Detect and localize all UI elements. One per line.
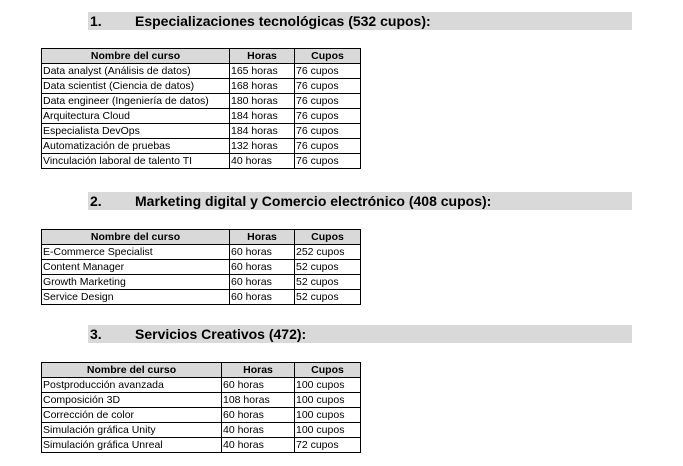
slots-cell: 76 cupos	[295, 64, 361, 79]
course-name-cell: Composición 3D	[42, 393, 222, 408]
hours-cell: 40 horas	[222, 423, 295, 438]
course-name-cell: Postproducción avanzada	[42, 378, 222, 393]
hours-cell: 168 horas	[230, 79, 295, 94]
slots-cell: 52 cupos	[295, 290, 361, 305]
table-row	[42, 260, 361, 275]
table-row	[42, 124, 361, 139]
courses-table-1	[41, 48, 361, 169]
hours-cell: 40 horas	[222, 438, 295, 453]
course-name-cell: Content Manager	[42, 260, 230, 275]
slots-cell: 76 cupos	[295, 154, 361, 169]
table-row	[42, 79, 361, 94]
table-row	[42, 109, 361, 124]
table-row	[42, 154, 361, 169]
courses-table-3	[41, 362, 361, 453]
section-header-3	[88, 325, 632, 343]
section-header-1	[88, 12, 632, 30]
slots-cell: 100 cupos	[295, 408, 361, 423]
hours-cell: 60 horas	[230, 290, 295, 305]
table-header-row	[42, 49, 361, 64]
hours-cell: 60 horas	[230, 260, 295, 275]
slots-cell: 76 cupos	[295, 124, 361, 139]
table-header-row	[42, 230, 361, 245]
table-header-row	[42, 363, 361, 378]
slots-cell: 100 cupos	[295, 378, 361, 393]
course-name-cell: Vinculación laboral de talento TI	[42, 154, 230, 169]
slots-cell: 100 cupos	[295, 393, 361, 408]
course-name-cell: Automatización de pruebas	[42, 139, 230, 154]
hours-cell: 132 horas	[230, 139, 295, 154]
section-header-2	[88, 192, 632, 210]
column-header: Nombre del curso	[42, 230, 230, 245]
course-name-cell: Service Design	[42, 290, 230, 305]
table-row	[42, 423, 361, 438]
table-row	[42, 64, 361, 79]
course-name-cell: Data analyst (Análisis de datos)	[42, 64, 230, 79]
slots-cell: 52 cupos	[295, 275, 361, 290]
section-title: Marketing digital y Comercio electrónico (408 cupos):	[135, 193, 492, 209]
slots-cell: 252 cupos	[295, 245, 361, 260]
section-title: Especializaciones tecnológicas (532 cupos):	[135, 13, 431, 29]
column-header: Cupos	[295, 363, 361, 378]
hours-cell: 40 horas	[230, 154, 295, 169]
course-name-cell: Growth Marketing	[42, 275, 230, 290]
table-row	[42, 393, 361, 408]
hours-cell: 184 horas	[230, 124, 295, 139]
table-row	[42, 378, 361, 393]
table-row	[42, 438, 361, 453]
table-row	[42, 245, 361, 260]
hours-cell: 60 horas	[230, 245, 295, 260]
course-name-cell: Corrección de color	[42, 408, 222, 423]
slots-cell: 76 cupos	[295, 109, 361, 124]
course-name-cell: Data engineer (Ingeniería de datos)	[42, 94, 230, 109]
column-header: Cupos	[295, 49, 361, 64]
column-header: Nombre del curso	[42, 363, 222, 378]
slots-cell: 76 cupos	[295, 94, 361, 109]
table-row	[42, 94, 361, 109]
table-row	[42, 139, 361, 154]
course-name-cell: Simulación gráfica Unity	[42, 423, 222, 438]
column-header: Nombre del curso	[42, 49, 230, 64]
course-name-cell: Arquitectura Cloud	[42, 109, 230, 124]
slots-cell: 100 cupos	[295, 423, 361, 438]
hours-cell: 60 horas	[230, 275, 295, 290]
hours-cell: 108 horas	[222, 393, 295, 408]
slots-cell: 72 cupos	[295, 438, 361, 453]
course-name-cell: Data scientist (Ciencia de datos)	[42, 79, 230, 94]
column-header: Horas	[230, 49, 295, 64]
hours-cell: 60 horas	[222, 378, 295, 393]
slots-cell: 52 cupos	[295, 260, 361, 275]
table-row	[42, 275, 361, 290]
table-row	[42, 408, 361, 423]
course-name-cell: E-Commerce Specialist	[42, 245, 230, 260]
section-number: 1.	[90, 13, 102, 29]
section-number: 3.	[90, 326, 102, 342]
hours-cell: 165 horas	[230, 64, 295, 79]
column-header: Horas	[222, 363, 295, 378]
section-number: 2.	[90, 193, 102, 209]
column-header: Cupos	[295, 230, 361, 245]
hours-cell: 184 horas	[230, 109, 295, 124]
hours-cell: 180 horas	[230, 94, 295, 109]
slots-cell: 76 cupos	[295, 139, 361, 154]
course-name-cell: Especialista DevOps	[42, 124, 230, 139]
course-name-cell: Simulación gráfica Unreal	[42, 438, 222, 453]
section-title: Servicios Creativos (472):	[135, 326, 307, 342]
courses-table-2	[41, 229, 361, 305]
hours-cell: 60 horas	[222, 408, 295, 423]
column-header: Horas	[230, 230, 295, 245]
table-row	[42, 290, 361, 305]
slots-cell: 76 cupos	[295, 79, 361, 94]
